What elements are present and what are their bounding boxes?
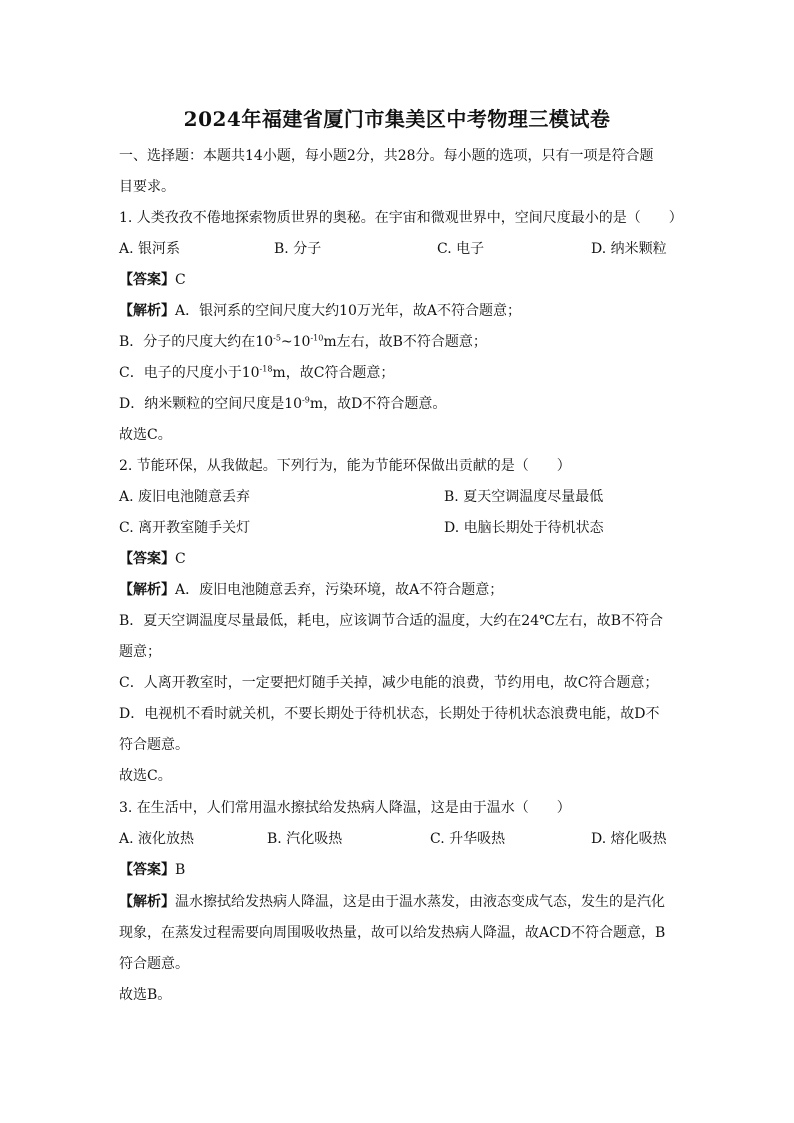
q2-analysis-a	[119, 580, 503, 600]
section-heading-line-2: 目要求。	[119, 179, 175, 195]
q2-option-d: D. 电脑长期处于待机状态	[444, 520, 604, 536]
answer-label: 【答案】	[119, 551, 175, 567]
q2-conclusion: 故选C。	[119, 768, 172, 784]
q3-option-a: A. 液化放热	[119, 831, 195, 847]
analysis-text: ~10	[280, 334, 311, 350]
q3-answer	[119, 860, 185, 880]
q1-option-b: B. 分子	[274, 241, 322, 257]
q1-analysis-a	[119, 301, 521, 321]
q3-option-b: B. 汽化吸热	[267, 831, 343, 847]
answer-value: B	[175, 862, 186, 878]
analysis-text: 温水擦拭给发热病人降温，这是由于温水蒸发，由液态变成气态，发生的是汽化	[175, 894, 665, 910]
page-title: 2024年福建省厦门市集美区中考物理三模试卷	[183, 107, 611, 131]
q2-analysis-d-line-2: 符合题意。	[119, 737, 189, 753]
analysis-text: A．废旧电池随意丢弃，污染环境，故A不符合题意；	[175, 582, 504, 598]
analysis-text: C．电子的尺度小于10	[119, 365, 260, 381]
q3-analysis-line-3: 符合题意。	[119, 956, 189, 972]
q3-stem: 3. 在生活中，人们常用温水擦拭给发热病人降温，这是由于温水（ ）	[119, 800, 571, 816]
q2-option-b: B. 夏天空调温度尽量最低	[444, 489, 604, 505]
analysis-text: D．纳米颗粒的空间尺度是10	[119, 396, 303, 412]
q1-option-d: D. 纳米颗粒	[591, 241, 667, 257]
exponent: -18	[259, 364, 273, 374]
analysis-text: A．银河系的空间尺度大约10万光年，故A不符合题意；	[175, 303, 522, 319]
q2-option-a: A. 废旧电池随意丢弃	[119, 489, 251, 505]
q1-answer	[119, 270, 186, 290]
analysis-text: m，故D不符合题意。	[309, 396, 447, 412]
exponent: -10	[310, 333, 324, 343]
q3-analysis-line-2: 现象，在蒸发过程需要向周围吸收热量，故可以给发热病人降温，故ACD不符合题意，B	[119, 925, 666, 941]
q1-option-a: A. 银河系	[119, 241, 181, 257]
analysis-text: m左右，故B不符合题意；	[323, 334, 487, 350]
q2-analysis-b-line-1: B．夏天空调温度尽量最低，耗电，应该调节合适的温度，大约在24℃左右，故B不符合	[119, 613, 664, 629]
q3-option-d: D. 熔化吸热	[591, 831, 667, 847]
q1-analysis-b	[119, 332, 487, 352]
answer-value: C	[175, 272, 186, 288]
q2-analysis-c: C．人离开教室时，一定要把灯随手关掉，减少电能的浪费，节约用电，故C符合题意；	[119, 675, 659, 691]
q1-stem: 1. 人类孜孜不倦地探索物质世界的奥秘。在宇宙和微观世界中，空间尺度最小的是（ ）	[119, 210, 683, 226]
analysis-text: m，故C符合题意；	[272, 365, 395, 381]
q2-stem: 2. 节能环保，从我做起。下列行为，能为节能环保做出贡献的是（ ）	[119, 458, 571, 474]
analysis-label: 【解析】	[119, 582, 175, 598]
q1-analysis-c	[119, 363, 394, 383]
q2-answer	[119, 549, 186, 569]
analysis-label: 【解析】	[119, 303, 175, 319]
q1-analysis-d	[119, 394, 446, 414]
q3-option-c: C. 升华吸热	[430, 831, 506, 847]
q1-option-c: C. 电子	[437, 241, 485, 257]
analysis-label: 【解析】	[119, 894, 175, 910]
q3-conclusion: 故选B。	[119, 987, 172, 1003]
answer-label: 【答案】	[119, 272, 175, 288]
exponent: -5	[273, 333, 281, 343]
exponent: -9	[302, 395, 310, 405]
q3-analysis-line-1	[119, 892, 665, 912]
section-heading-line-1: 一、选择题：本题共14小题，每小题2分，共28分。每小题的选项，只有一项是符合题	[119, 148, 654, 164]
q2-analysis-b-line-2: 题意；	[119, 644, 161, 660]
q2-analysis-d-line-1: D．电视机不看时就关机，不要长期处于待机状态，长期处于待机状态浪费电能，故D不	[119, 706, 660, 722]
answer-value: C	[175, 551, 186, 567]
q2-option-c: C. 离开教室随手关灯	[119, 520, 251, 536]
analysis-text: B．分子的尺度大约在10	[119, 334, 274, 350]
answer-label: 【答案】	[119, 862, 175, 878]
q1-conclusion: 故选C。	[119, 427, 172, 443]
